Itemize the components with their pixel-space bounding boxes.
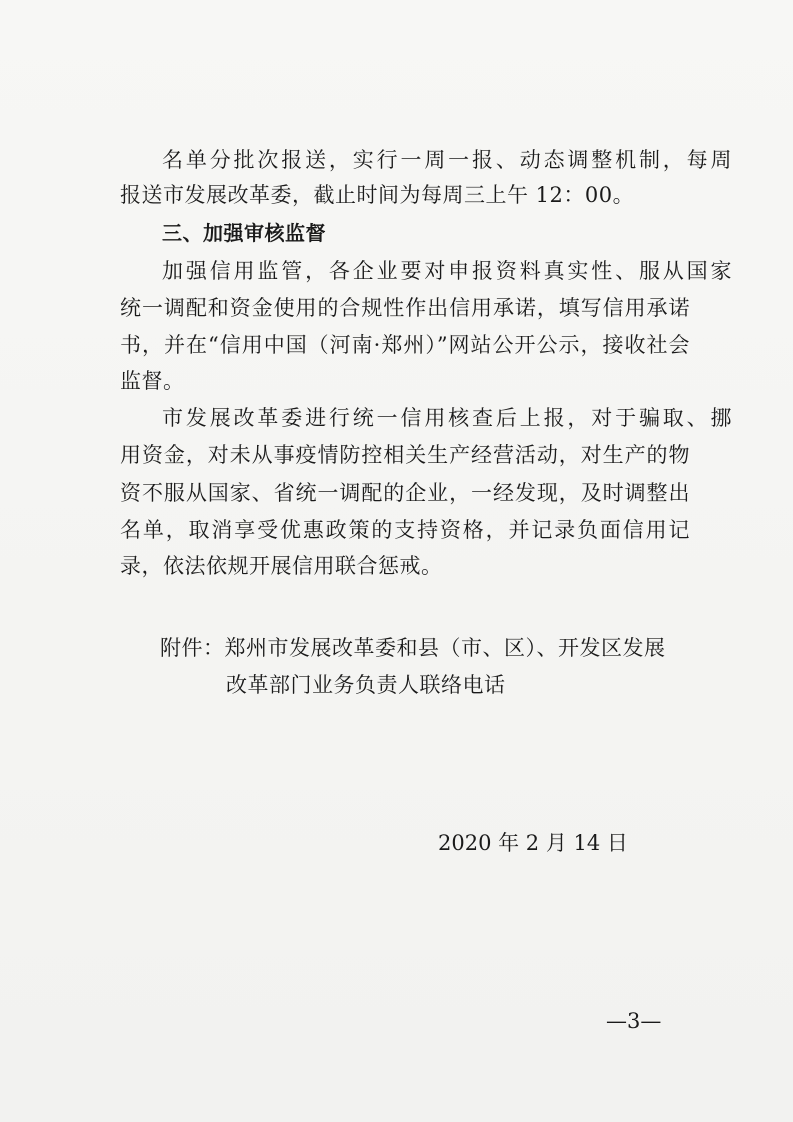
body-line: 报送市发展改革委，截止时间为每周三上午 12：00。	[120, 183, 635, 207]
document-date: 2020 年 2 月 14 日	[438, 831, 628, 855]
body-line: 统一调配和资金使用的合规性作出信用承诺，填写信用承诺	[120, 296, 690, 320]
body-line: 市发展改革委进行统一信用核查后上报，对于骗取、挪	[162, 406, 732, 430]
page-number: —3—	[606, 1009, 662, 1033]
attachment-line-2: 改革部门业务负责人联络电话	[226, 673, 506, 697]
body-line: 资不服从国家、省统一调配的企业，一经发现，及时调整出	[120, 481, 690, 505]
body-line: 录，依法依规开展信用联合惩戒。	[120, 554, 443, 578]
section-heading: 三、加强审核监督	[162, 221, 326, 245]
body-line: 书，并在“信用中国（河南·郑州）”网站公开公示，接收社会	[120, 333, 690, 357]
attachment-line-1: 附件：郑州市发展改革委和县（市、区）、开发区发展	[160, 636, 666, 660]
body-line: 用资金，对未从事疫情防控相关生产经营活动，对生产的物	[120, 443, 690, 467]
body-line: 监督。	[120, 369, 185, 393]
body-line: 名单分批次报送，实行一周一报、动态调整机制，每周	[162, 148, 732, 172]
body-line: 加强信用监管，各企业要对申报资料真实性、服从国家	[162, 259, 732, 283]
body-line: 名单，取消享受优惠政策的支持资格，并记录负面信用记	[120, 518, 690, 542]
